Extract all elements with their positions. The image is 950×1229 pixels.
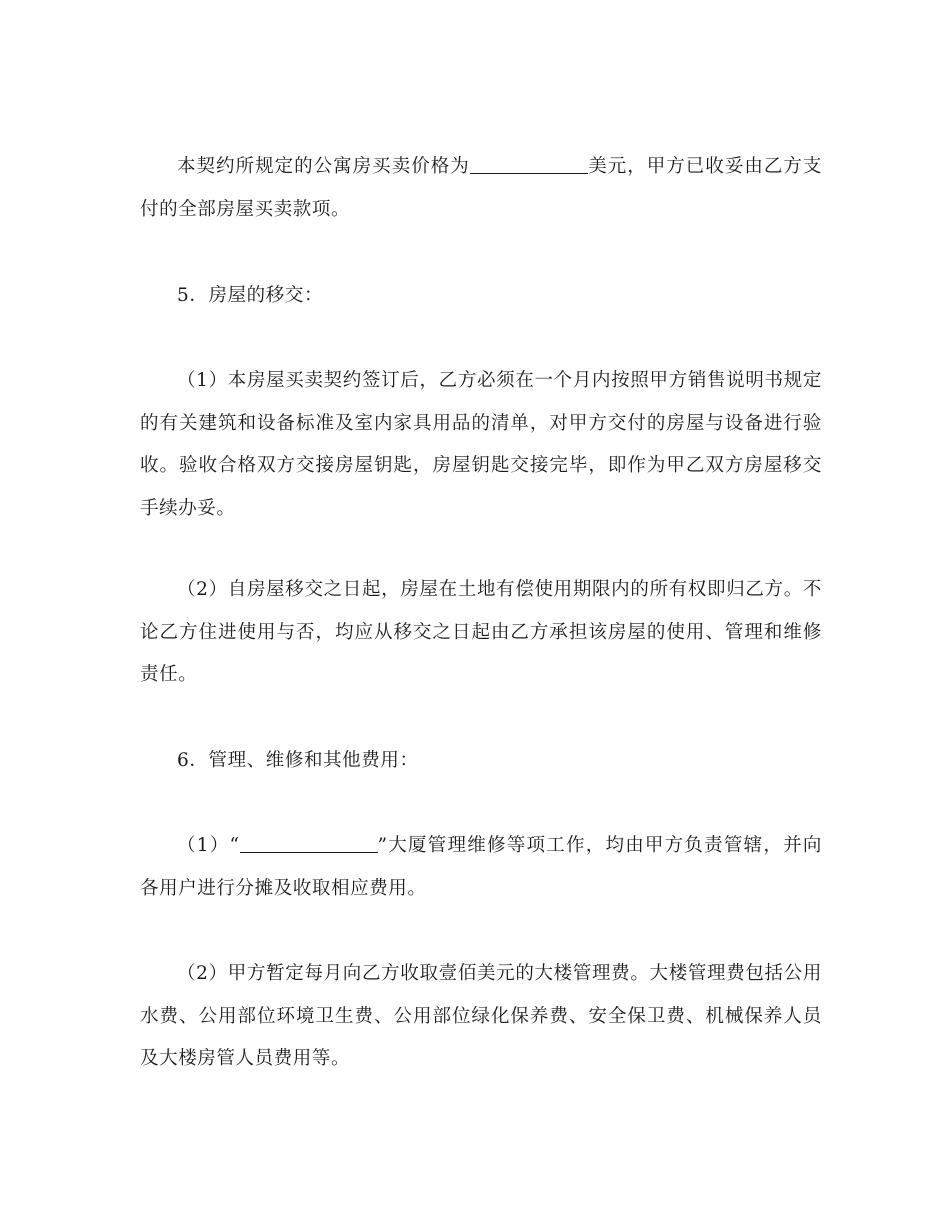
- section-5-heading: 5．房屋的移交：: [177, 285, 324, 306]
- building-text-before: （1）“: [177, 835, 240, 856]
- price-text-before: 本契约所规定的公寓房买卖价格为: [177, 156, 470, 177]
- section-5-item-1: （1）本房屋买卖契约签订后，乙方必须在一个月内按照甲方销售说明书规定的有关建筑和设备标准及室内家具用品的清单，对甲方交付的房屋与设备进行验收。验收合格双方交接房屋钥匙，房屋钥匙交接完毕，即作为甲乙双方房屋移交手续办妥。: [140, 370, 822, 519]
- price-paragraph: [140, 146, 822, 231]
- section-5-item-2: （2）自房屋移交之日起，房屋在土地有偿使用期限内的所有权即归乙方。不论乙方住进使用与否，均应从移交之日起由乙方承担该房屋的使用、管理和维修责任。: [140, 579, 822, 685]
- building-text-after: ”大厦管理维修等项工作，均由甲方负责管辖，并向各用户进行分摊及收取相应费用。: [140, 835, 822, 899]
- building-name-blank-line: [240, 832, 378, 853]
- section-6-item-1: [140, 825, 822, 910]
- price-blank-line: [470, 153, 588, 174]
- section-6-item-2: （2）甲方暂定每月向乙方收取壹佰美元的大楼管理费。大楼管理费包括公用水费、公用部位环境卫生费、公用部位绿化保养费、安全保卫费、机械保养人员及大楼房管人员费用等。: [140, 963, 822, 1069]
- price-text-after: 美元，甲方已收妥由乙方支付的全部房屋买卖款项。: [140, 156, 822, 220]
- section-6-heading: 6．管理、维修和其他费用：: [177, 750, 419, 771]
